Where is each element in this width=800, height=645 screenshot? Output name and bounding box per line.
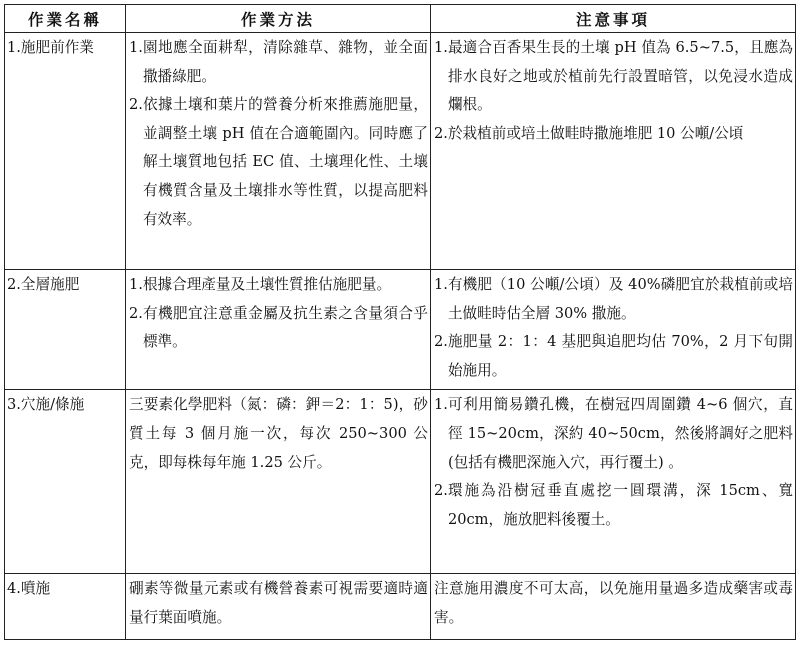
header-operation-method: 作業方法 [126,5,431,33]
item-number: 2. [434,482,448,500]
method-list [129,34,428,234]
table-row [5,574,796,640]
table-row [5,390,796,574]
notes-cell [431,574,796,640]
item-text: 依據土壤和葉片的營養分析來推薦施肥量，並調整土壤 pH 值在合適範圍內。同時應了解土壤質地包括 EC 值、土壤理化性、土壤有機質含量及土壤排水等性質，以提高肥料有效率。 [142,96,428,228]
list-item [434,477,793,534]
header-precautions: 注意事項 [431,5,796,33]
operation-name-cell: 3.穴施/條施 [5,390,126,574]
item-text: 於栽植前或培土做畦時撒施堆肥 10 公噸/公頃 [447,124,744,142]
list-item [434,271,793,328]
item-number: 1. [434,276,448,294]
list-item [129,271,428,300]
item-number: 2. [129,304,143,322]
method-cell [126,390,431,574]
item-number: 2. [434,333,448,351]
list-item [129,300,428,357]
notes-cell [431,33,796,270]
item-number: 1. [129,39,143,56]
list-item [129,34,428,91]
notes-cell [431,390,796,574]
item-text: 可利用簡易鑽孔機，在樹冠四周圍鑽 4~6 個穴，直徑 15~20cm，深約 40~50cm，然後將調好之肥料(包括有機肥深施入穴，再行覆土) 。 [447,396,793,471]
fertilization-table-wrapper [4,4,795,640]
item-text: 有機肥宜注意重金屬及抗生素之含量須合乎標準。 [142,304,428,351]
header-row [5,5,796,33]
list-item [129,91,428,234]
item-text: 園地應全面耕犁，清除雜草、雜物，並全面撒播綠肥。 [142,39,428,85]
table-row [5,270,796,390]
method-text: 硼素等微量元素或有機營養素可視需要適時適量行葉面噴施。 [129,580,428,626]
item-text: 有機肥（10 公噸/公頃）及 40%磷肥宜於栽植前或培土做畦時估全層 30% 撒施。 [447,276,793,322]
notes-list [434,34,793,148]
method-cell [126,574,431,640]
method-text: 三要素化學肥料（氮：磷：鉀＝2：1：5)，砂質土每 3 個月施一次，每次 250~300 公克，即每株每年施 1.25 公斤。 [129,396,428,471]
item-number: 1. [434,39,448,56]
method-list [129,271,428,357]
item-text: 最適合百香果生長的土壤 pH 值為 6.5~7.5，且應為排水良好之地或於植前先行設置暗管，以免浸水造成爛根。 [447,39,793,114]
operation-name-cell: 1.施肥前作業 [5,33,126,270]
fertilization-table [4,4,796,640]
item-number: 2. [434,124,448,142]
notes-text: 注意施用濃度不可太高，以免施用量過多造成藥害或毒害。 [434,580,793,626]
operation-name-cell: 4.噴施 [5,574,126,640]
method-cell [126,33,431,270]
item-number: 1. [434,396,448,414]
list-item [434,391,793,477]
item-text: 根據合理產量及土壤性質推估施肥量。 [142,276,392,294]
item-text: 施肥量 2：1：4 基肥與追肥均估 70%，2 月下旬開始施用。 [447,333,793,380]
list-item [434,34,793,120]
method-cell [126,270,431,390]
notes-cell [431,270,796,390]
list-item [434,120,793,149]
operation-name-cell: 2.全層施肥 [5,270,126,390]
item-text: 環施為沿樹冠垂直處挖一圓環溝，深 15cm、寬 20cm，施放肥料後覆土。 [447,482,793,528]
table-row [5,33,796,270]
item-number: 1. [129,276,143,294]
list-item [434,328,793,385]
notes-list [434,391,793,534]
notes-list [434,271,793,385]
item-number: 2. [129,96,143,114]
header-operation-name: 作業名稱 [5,5,126,33]
